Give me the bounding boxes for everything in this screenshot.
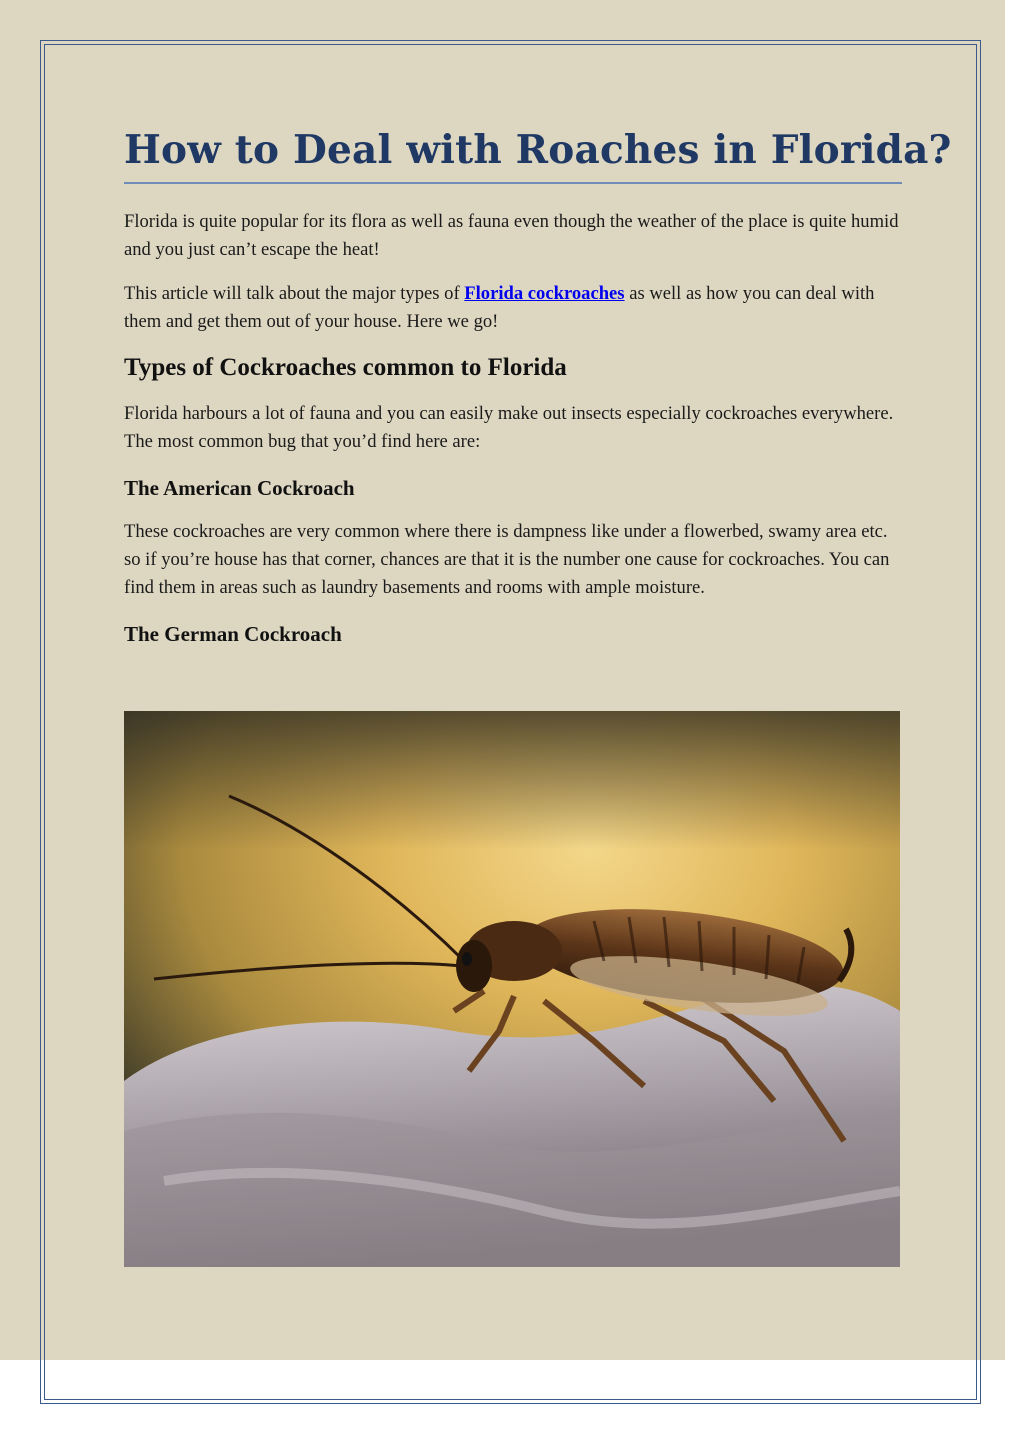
- article-text-after-link: as well as how you can deal with them and get them out of your house. Here we go!: [124, 283, 875, 332]
- florida-cockroaches-link[interactable]: Florida cockroaches: [464, 283, 625, 304]
- american-cockroach-paragraph: These cockroaches are very common where there is dampness like under a flowerbed, swamy area etc. so if you’re house has that corner, chances are that it is the number one cause for cockroaches. You can find them in areas such as laundry basements and rooms with ample moisture.: [124, 521, 890, 598]
- cockroach-photo: [124, 711, 900, 1267]
- american-cockroach-heading: The American Cockroach: [124, 476, 355, 500]
- german-cockroach-heading: The German Cockroach: [124, 622, 342, 646]
- section-paragraph: Florida harbours a lot of fauna and you can easily make out insects especially cockroaches everywhere. The most common bug that you’d find here are:: [124, 403, 894, 452]
- article-text-before-link: This article will talk about the major types of: [124, 283, 465, 304]
- title-underline: [124, 182, 902, 184]
- intro-paragraph: Florida is quite popular for its flora as well as fauna even though the weather of the place is quite humid and you just can’t escape the heat!: [124, 211, 899, 260]
- article-paragraph: [124, 280, 902, 336]
- page-title: How to Deal with Roaches in Florida?: [124, 127, 952, 173]
- article-content: [124, 120, 952, 650]
- section-heading: Types of Cockroaches common to Florida: [124, 354, 567, 381]
